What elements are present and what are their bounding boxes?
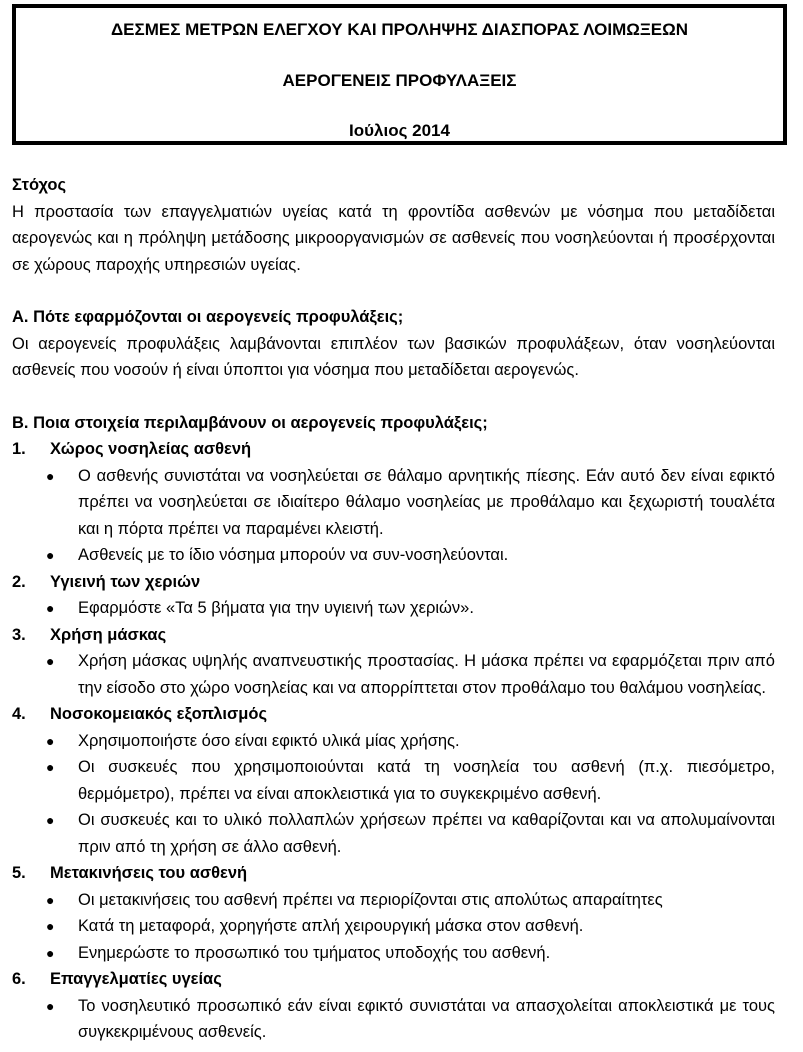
goal-heading: Στόχος — [12, 176, 67, 194]
list-item-text: Οι μετακινήσεις του ασθενή πρέπει να περιορίζονται στις απολύτως απαραίτητες — [78, 890, 663, 909]
item-title: Νοσοκομειακός εξοπλισμός — [50, 705, 268, 723]
list-item — [12, 542, 775, 569]
list-item — [12, 940, 775, 967]
item-title: Υγιεινή των χεριών — [50, 572, 201, 591]
list-item — [12, 595, 775, 622]
section-a-heading: Α. Πότε εφαρμόζονται οι αερογενείς προφυλάξεις; — [12, 308, 404, 326]
list-item-text: Ο ασθενής συνιστάται να νοσηλεύεται σε θάλαμο αρνητικής πίεσης. Εάν αυτό δεν είναι εφικτό πρέπει να νοσηλεύεται σε ιδιαίτερο θάλαμο νοσηλείας με προθάλαμο και ξεχωριστή τουαλέτα και η πόρτα πρέπει να παραμένει κλειστή. — [78, 466, 775, 538]
bullet-list — [12, 648, 775, 701]
list-item-text: Ενημερώστε το προσωπικό του τμήματος υποδοχής του ασθενή. — [78, 943, 551, 962]
item-heading — [12, 860, 775, 887]
bullet-icon: ● — [46, 547, 55, 563]
goal-text: Η προστασία των επαγγελματιών υγείας κατά τη φροντίδα ασθενών με νόσημα που μεταδίδεται αερογενώς και η πρόληψη μετάδοσης μικροοργανισμών σε ασθενείς που νοσηλεύονται ή προσέρχονται σε χώρους παροχής υπηρεσιών υγείας. — [12, 202, 775, 274]
list-item — [12, 993, 775, 1046]
list-item — [12, 463, 775, 543]
list-item — [12, 728, 775, 755]
list-item-text: Χρησιμοποιήστε όσο είναι εφικτό υλικά μίας χρήσης. — [78, 731, 460, 750]
bullet-list — [12, 993, 775, 1046]
item-heading — [12, 436, 775, 463]
list-item-text: Οι συσκευές που χρησιμοποιούνται κατά τη νοσηλεία του ασθενή (π.χ. πιεσόμετρο, θερμόμετρο), πρέπει να είναι αποκλειστικά για το συγκεκριμένο ασθενή. — [78, 758, 775, 803]
section-b-items — [12, 436, 775, 1046]
bullet-icon: ● — [46, 600, 55, 616]
list-item-text: Εφαρμόστε «Τα 5 βήματα για την υγιεινή των χεριών». — [78, 599, 474, 617]
item-number: 5. — [12, 864, 26, 882]
header-box — [12, 4, 787, 145]
document-date: Ιούλιος 2014 — [349, 121, 450, 140]
bullet-icon: ● — [46, 997, 55, 1014]
list-item-text: Κατά τη μεταφορά, χορηγήστε απλή χειρουργική μάσκα στον ασθενή. — [78, 917, 584, 935]
list-item-text: Χρήση μάσκας υψηλής αναπνευστικής προστασίας. Η μάσκα πρέπει να εφαρμόζεται πριν από την είσοδο στο χώρο νοσηλείας και να απορρίπτεται στον προθάλαμο του θαλάμου νοσηλείας. — [78, 652, 775, 697]
item-number: 6. — [12, 970, 26, 988]
section-b-heading: Β. Ποια στοιχεία περιλαμβάνουν οι αερογενείς προφυλάξεις; — [12, 413, 488, 432]
list-item — [12, 807, 775, 860]
list-item — [12, 913, 775, 940]
list-item — [12, 754, 775, 807]
document-body — [12, 172, 775, 1046]
bullet-icon: ● — [46, 812, 55, 828]
list-item-text: Το νοσηλευτικό προσωπικό εάν είναι εφικτό συνιστάται να απασχολείται αποκλειστικά με τους συγκεκριμένους ασθενείς. — [78, 996, 775, 1041]
bullet-icon: ● — [46, 918, 55, 934]
bullet-icon: ● — [46, 467, 55, 484]
item-number: 1. — [12, 440, 26, 458]
bullet-icon: ● — [46, 891, 55, 908]
bullet-list — [12, 463, 775, 569]
item-title: Μετακινήσεις του ασθενή — [50, 864, 248, 882]
bullet-icon: ● — [46, 759, 55, 775]
item-title: Χώρος νοσηλείας ασθενή — [50, 440, 252, 458]
list-item-text: Ασθενείς με το ίδιο νόσημα μπορούν να συν-νοσηλεύονται. — [78, 546, 509, 564]
item-number: 2. — [12, 572, 26, 591]
list-item — [12, 648, 775, 701]
list-item — [12, 887, 775, 914]
bullet-list — [12, 728, 775, 861]
bullet-list — [12, 887, 775, 967]
item-number: 4. — [12, 705, 26, 723]
item-title: Επαγγελματίες υγείας — [50, 970, 222, 988]
item-title: Χρήση μάσκας — [50, 625, 167, 644]
document-subtitle: ΑΕΡΟΓΕΝΕΙΣ ΠΡΟΦΥΛΑΞΕΙΣ — [282, 71, 517, 90]
document-title: ΔΕΣΜΕΣ ΜΕΤΡΩΝ ΕΛΕΓΧΟΥ ΚΑΙ ΠΡΟΛΗΨΗΣ ΔΙΑΣΠΟΡΑΣ ΛΟΙΜΩΞΕΩΝ — [110, 20, 689, 39]
bullet-list — [12, 595, 775, 622]
item-heading — [12, 622, 775, 649]
bullet-icon: ● — [46, 653, 55, 669]
item-number: 3. — [12, 625, 26, 644]
item-heading — [12, 701, 775, 728]
item-heading — [12, 569, 775, 596]
item-heading — [12, 966, 775, 993]
bullet-icon: ● — [46, 732, 55, 749]
bullet-icon: ● — [46, 944, 55, 961]
section-a-text: Οι αερογενείς προφυλάξεις λαμβάνονται επιπλέον των βασικών προφυλάξεων, όταν νοσηλεύονται ασθενείς που νοσούν ή είναι ύποπτοι για νόσημα που μεταδίδεται αερογενώς. — [12, 334, 775, 379]
list-item-text: Οι συσκευές και το υλικό πολλαπλών χρήσεων πρέπει να καθαρίζονται και να απολυμαίνονται πριν από τη χρήση σε άλλο ασθενή. — [78, 811, 775, 856]
